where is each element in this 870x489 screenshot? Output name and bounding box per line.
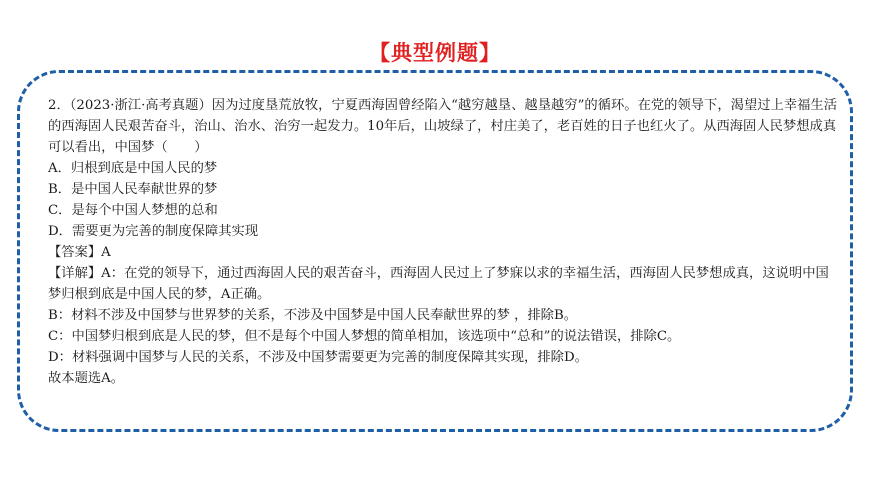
analysis-intro: 【详解】A：在党的领导下，通过西海固人民的艰苦奋斗，西海固人民过上了梦寐以求的幸福生活，西海固人民梦想成真，这说明中国梦归根到底是中国人民的梦，A正确。 — [48, 266, 829, 302]
option-a: A．归根到底是中国人民的梦 — [48, 161, 218, 176]
analysis-conclusion: 故本题选A。 — [48, 371, 125, 386]
analysis-d: D：材料强调中国梦与人民的关系，不涉及中国梦需要更为完善的制度保障其实现，排除D。 — [48, 350, 588, 365]
page-title: 【典型例题】 — [369, 41, 501, 65]
question-content — [48, 95, 840, 389]
analysis-b: B：材料不涉及中国梦与世界梦的关系，不涉及中国梦是中国人民奉献世界的梦 ，排除B。 — [48, 308, 578, 323]
question-stem: 2．（2023·浙江·高考真题）因为过度垦荒放牧，宁夏西海固曾经陷入“越穷越垦、越垦越穷”的循环。在党的领导下，渴望过上幸福生活的西海固人民艰苦奋斗，治山、治水、治穷一起发力。10年后，山坡绿了，村庄美了，老百姓的日子也红火了。从西海固人民梦想成真可以看出，中国梦（ ） — [48, 98, 838, 155]
option-d: D．需要更为完善的制度保障其实现 — [48, 224, 259, 239]
option-c: C．是每个中国人梦想的总和 — [48, 203, 218, 218]
analysis-c: C：中国梦归根到底是人民的梦，但不是每个中国人梦想的简单相加，该选项中“总和”的说法错误，排除C。 — [48, 329, 681, 344]
option-b: B．是中国人民奉献世界的梦 — [48, 182, 218, 197]
answer: 【答案】A — [48, 245, 111, 260]
